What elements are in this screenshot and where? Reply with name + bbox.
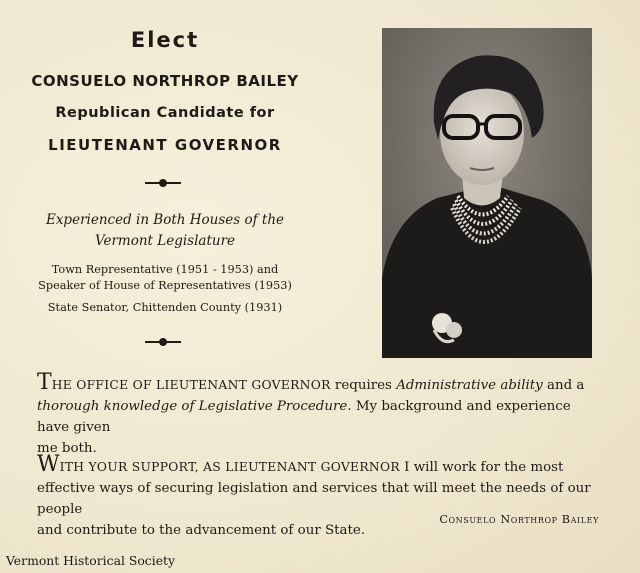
candidate-signature: Consuelo Northrop Bailey bbox=[439, 513, 599, 526]
paragraph-support-initial: W bbox=[37, 452, 60, 477]
paragraph-support bbox=[37, 452, 607, 541]
experience-statement bbox=[20, 210, 310, 252]
candidate-portrait bbox=[382, 28, 592, 358]
paragraph-office-text-3: . My background and experience have given bbox=[37, 399, 571, 435]
paragraph-office-text-4: me both. bbox=[37, 441, 97, 456]
paragraph-office-italic-1: Administrative ability bbox=[396, 378, 543, 393]
record-line-1: Town Representative (1951 - 1953) and bbox=[51, 263, 279, 276]
experience-line-1: Experienced in Both Houses of the bbox=[45, 212, 285, 228]
paragraph-office-caps: HE OFFICE OF LIEUTENANT GOVERNOR bbox=[51, 378, 331, 392]
paragraph-office-text-2: and a bbox=[542, 378, 585, 393]
paragraph-support-text-2: effective ways of securing legislation and services that will meet the needs of our people bbox=[37, 481, 591, 517]
paragraph-support-text-1: I will work for the most bbox=[399, 460, 564, 475]
paragraph-office-italic-2: thorough knowledge of Legislative Procedure bbox=[37, 399, 348, 414]
paragraph-office-initial: T bbox=[37, 370, 52, 395]
elect-heading: Elect bbox=[130, 28, 200, 52]
source-credit: Vermont Historical Society bbox=[6, 553, 176, 568]
ornament-divider-top bbox=[145, 179, 181, 187]
office-title: LIEUTENANT GOVERNOR bbox=[48, 136, 282, 154]
paragraph-office bbox=[37, 370, 607, 459]
candidate-subtitle: Republican Candidate for bbox=[55, 105, 275, 121]
paragraph-support-caps: ITH YOUR SUPPORT, AS LIEUTENANT GOVERNOR bbox=[59, 460, 400, 474]
paragraph-office-text-1: requires bbox=[330, 378, 397, 393]
portrait-illustration bbox=[382, 28, 592, 358]
paragraph-support-text-3: and contribute to the advancement of our State. bbox=[37, 523, 366, 538]
experience-line-2: Vermont Legislature bbox=[94, 233, 236, 249]
record-line-2: Speaker of House of Representatives (1953) bbox=[38, 279, 292, 292]
record-line-3: State Senator, Chittenden County (1931) bbox=[47, 301, 283, 314]
ornament-divider-bottom bbox=[145, 338, 181, 346]
candidate-name: CONSUELO NORTHROP BAILEY bbox=[31, 72, 299, 90]
